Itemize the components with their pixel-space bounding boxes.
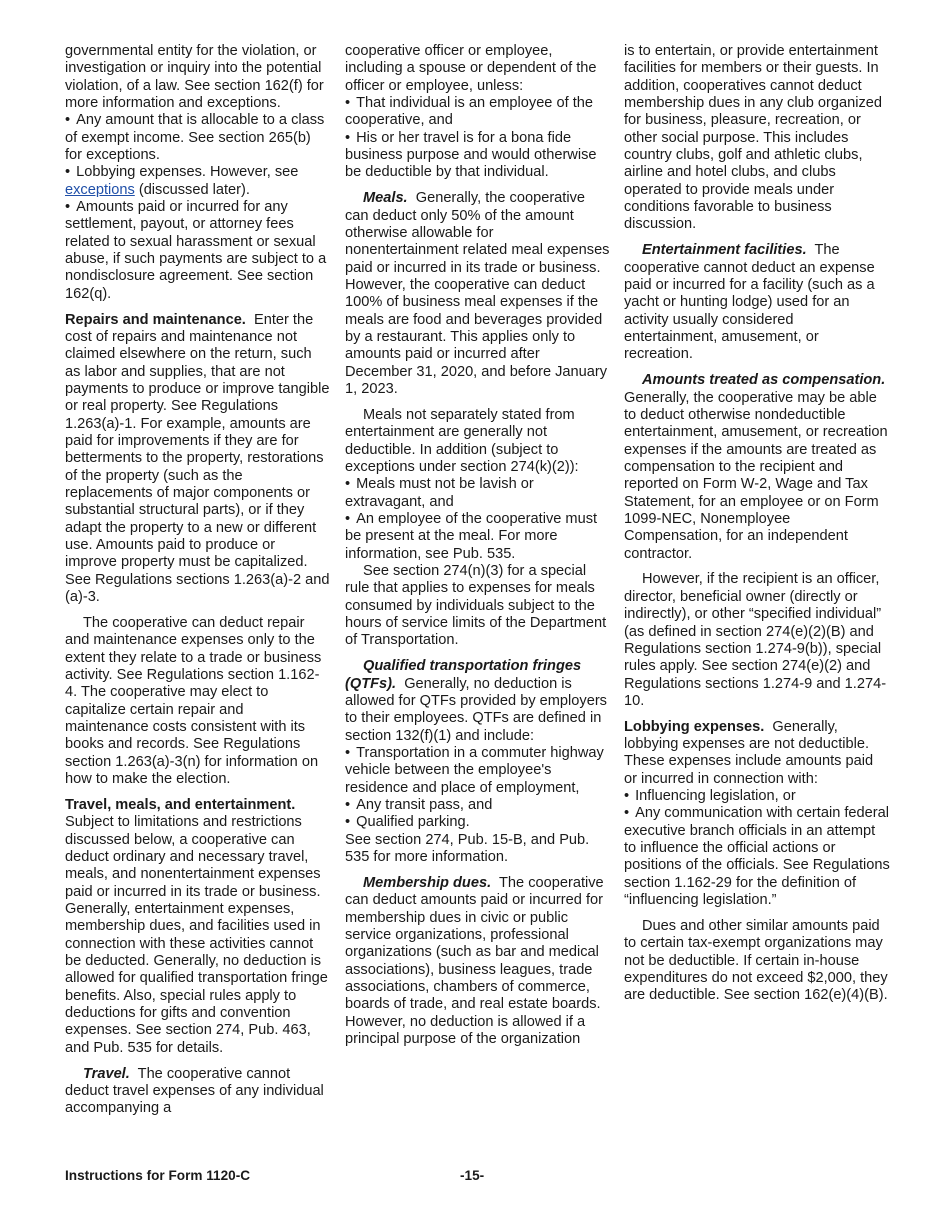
bullet-item: • His or her travel is for a bona fide business purpose and would otherwise be deductible by that individual.: [345, 130, 611, 182]
paragraph: However, if the recipient is an officer, director, beneficial owner (directly or indirectly), or other “specified individual” (as defined in section 274(e)(2)(B) and Regulations section 1.274-9(b)), special rules apply. See section 274(e)(2) and Regulations sections 1.274-9 and 1.274-10.: [624, 571, 887, 709]
paragraph: The cooperative can deduct repair and maintenance expenses only to the extent they relate to a trade or business activity. See Regulations section 1.162-4. The cooperative may elect to capitalize certain repair and maintenance costs consistent with its books and records. See Regulations section 1.263(a)-3(n) for information on how to make the election.: [65, 615, 322, 788]
text-column-1: [65, 43, 331, 1118]
section-paragraph: [624, 372, 890, 563]
section-text: Generally, lobbying expenses are not deductible. These expenses include amounts paid or incurred in connection with:: [624, 718, 874, 787]
section-text: The cooperative can deduct amounts paid or incurred for membership dues in civic or public service organizations, professional organizations (such as bar and medical associations), business leagues, trade associations, chambers of commerce, boards of trade, and real estate boards. However, no deduction is allowed if a principal purpose of the organization: [345, 874, 604, 1047]
section-heading: Lobbying expenses.: [624, 718, 765, 735]
section-heading: Travel, meals, and entertainment.: [65, 796, 296, 813]
section-paragraph: [345, 875, 611, 1048]
paragraph: Dues and other similar amounts paid to certain tax-exempt organizations may not be deductible. If certain in-house expenditures do not exceed $2,000, they are deductible. See section 162(e)(4)(B).: [624, 918, 888, 1004]
exceptions-link[interactable]: exceptions: [65, 181, 135, 198]
section-text: Generally, the cooperative may be able to deduct otherwise nondeductible entertainment, amusement, or recreation expenses if the amounts are treated as compensation to the recipient and reported on Form W-2, Wage and Tax Statement, for an employee or on Form 1099-NEC, Nonemployee Compensation, for an independent contractor.: [624, 389, 888, 562]
section-text: Enter the cost of repairs and maintenance not claimed elsewhere on the return, such as labor and supplies, that are not payments to produce or improve tangible or real property. See Regulations 1.263(a)-1. For example, amounts are paid for improvements if they are for betterments to the property, restorations of the property (such as the replacements of major components or substantial structural parts), or if they adapt the property to a new or different use. Amounts paid to produce or improve property must be capitalized. See Regulations sections 1.263(a)-2 and (a)-3.: [65, 311, 330, 606]
bullet-item: • That individual is an employee of the cooperative, and: [345, 95, 611, 130]
bullet-item: [65, 164, 331, 199]
section-text: The cooperative cannot deduct travel expenses of any individual accompanying a: [65, 1065, 324, 1117]
bullet-text: (discussed later).: [134, 181, 250, 198]
section-heading: Entertainment facilities.: [642, 242, 807, 259]
section-paragraph: [65, 312, 331, 607]
paragraph: Meals not separately stated from entertainment are generally not deductible. In addition (subject to exceptions under section 274(k)(2)):: [345, 406, 579, 475]
section-text: Generally, the cooperative can deduct only 50% of the amount otherwise allowable for nonentertainment related meal expenses paid or incurred in its trade or business. However, the cooperative can deduct 100% of business meal expenses if the meals are food and beverages provided by a restaurant. This applies only to amounts paid or incurred after December 31, 2020, and before January 1, 2023.: [345, 190, 610, 398]
section-paragraph: [65, 797, 331, 1057]
bullet-item: • Any transit pass, and: [345, 797, 611, 814]
section-text: Generally, no deduction is allowed for QTFs provided by employers to their employees. QTFs are defined in section 132(f)(1) and include:: [345, 675, 607, 744]
bullet-item: • Amounts paid or incurred for any settlement, payout, or attorney fees related to sexual harassment or sexual abuse, if such payments are subject to a nondisclosure agreement. See section 162(q).: [65, 199, 331, 303]
bullet-item: • Transportation in a commuter highway vehicle between the employee's residence and place of employment,: [345, 745, 611, 797]
section-text: Subject to limitations and restrictions discussed below, a cooperative can deduct ordinary and necessary travel, meals, and nonentertainment expenses paid or incurred in its trade or business. Generally, entertainment expenses, membership dues, and facilities used in connection with these activities cannot be deducted. Generally, no deduction is allowed for qualified transportation fringe benefits. Also, special rules apply to deductions for gifts and convention expenses. See section 274, Pub. 463, and Pub. 535 for details.: [65, 814, 328, 1056]
section-paragraph: [624, 242, 890, 363]
paragraph: cooperative officer or employee, including a spouse or dependent of the officer or employee, unless:: [345, 43, 597, 94]
section-paragraph: [624, 719, 890, 788]
bullet-item: • An employee of the cooperative must be present at the meal. For more information, see Pub. 535.: [345, 511, 611, 563]
bullet-item: • Influencing legislation, or: [624, 788, 890, 805]
section-paragraph: [345, 190, 611, 398]
section-paragraph: [345, 658, 611, 745]
text-column-3: [624, 43, 890, 1005]
paragraph: See section 274, Pub. 15-B, and Pub. 535 for more information.: [345, 831, 590, 865]
section-heading: Amounts treated as compensation.: [642, 372, 886, 389]
text-column-2: [345, 43, 611, 1048]
section-heading: Meals.: [363, 190, 408, 207]
paragraph: governmental entity for the violation, or investigation or inquiry into the potential violation, of a law. See section 162(f) for more information and exceptions.: [65, 43, 324, 112]
section-heading: Travel.: [83, 1065, 130, 1082]
bullet-item: • Meals must not be lavish or extravagant, and: [345, 476, 611, 511]
section-heading: Membership dues.: [363, 874, 492, 891]
section-paragraph: [65, 1066, 331, 1118]
bullet-item: • Any communication with certain federal executive branch officials in an attempt to influence the official actions or positions of the officials. See Regulations section 1.162-29 for the definition of “influencing legislation.”: [624, 805, 890, 909]
bullet-item: • Any amount that is allocable to a class of exempt income. See section 265(b) for exceptions.: [65, 112, 331, 164]
bullet-text: Lobbying expenses. However, see: [76, 164, 299, 181]
section-heading: Repairs and maintenance.: [65, 311, 246, 328]
section-text: The cooperative cannot deduct an expense paid or incurred for a facility (such as a yacht or hunting lodge) used for an activity usually considered entertainment, amusement, or recreation.: [624, 242, 875, 363]
footer-page-number: -15-: [460, 1168, 485, 1183]
footer-form-name: Instructions for Form 1120-C: [65, 1168, 251, 1183]
section-heading: Qualified transportation fringes (QTFs).: [345, 658, 582, 692]
bullet-item: • Qualified parking.: [345, 814, 611, 831]
paragraph: is to entertain, or provide entertainment facilities for members or their guests. In addition, cooperatives cannot deduct membership dues in any club organized for business, pleasure, recreation, or other social purpose. This includes country clubs, golf and athletic clubs, airline and hotel clubs, and clubs operated to provide meals under conditions favorable to business discussion.: [624, 43, 882, 233]
paragraph: See section 274(n)(3) for a special rule that applies to expenses for meals consumed by individuals subject to the hours of service limits of the Department of Transportation.: [345, 562, 607, 649]
